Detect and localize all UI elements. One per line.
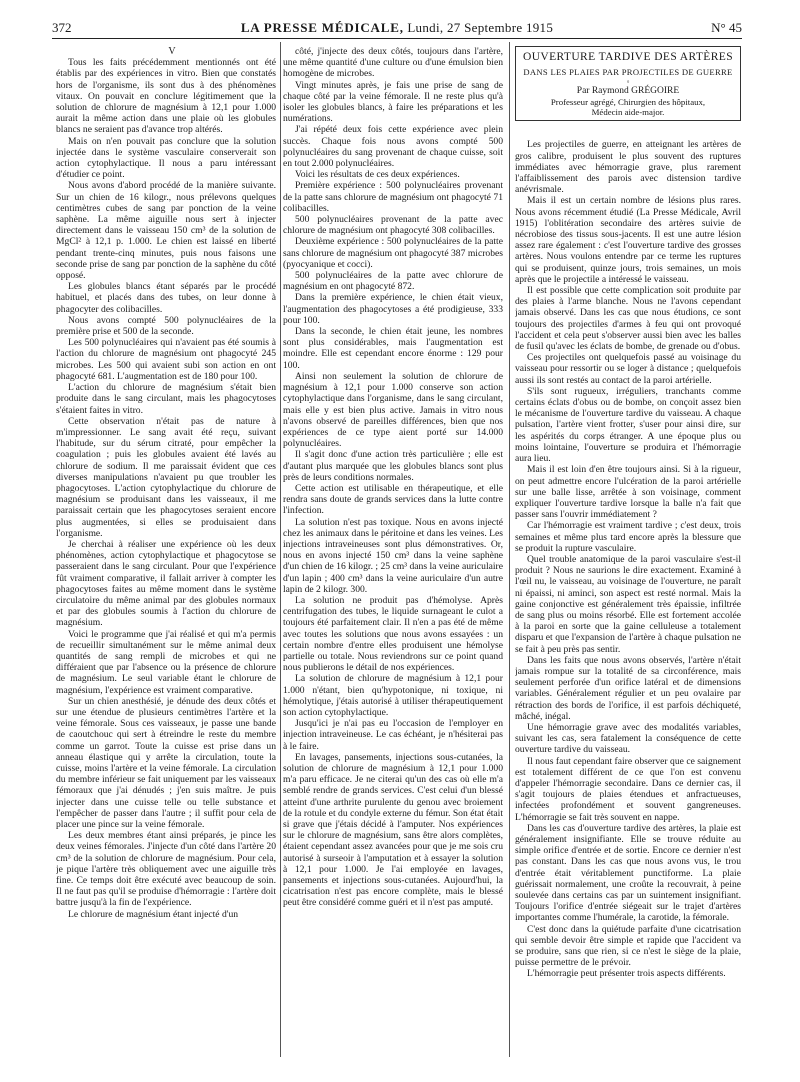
paragraph: Voici les résultats de ces deux expériences. (295, 169, 460, 181)
paragraph: La solution de chlorure de magnésium à 12,1 pour 1.000 n'étant, bien qu'hypotonique, ni toxique, ni hémolytique, j'étais autorisé à utiliser thérapeutiquement son action cytophylactique. (283, 673, 503, 718)
paragraph: Ces projectiles ont quelquefois passé au voisinage du vaisseau pour ressortir ou se loger à distance ; quelquefois aussi ils sont restés au contact de la paroi artérielle. (515, 352, 741, 386)
paragraph: Mais on n'en pouvait pas conclure que la solution injectée dans le système vasculaire conserverait son action cytophylactique. Il nous a paru intéressant d'étudier ce point. (56, 135, 276, 181)
paragraph: Tous les faits précédemment mentionnés ont été établis par des expériences in vitro. Bien que constatés hors de l'organisme, ils sont dus à des phénomènes vitaux. On pouvait en conclure légitimement que la solution de chlorure de magnésium à 12,1 pour 1.000 aurait la même action dans une plaie où les globules blancs ne seraient pas d'avance trop altérés. (56, 57, 276, 136)
paragraph: Voici le programme que j'ai réalisé et qui m'a permis de recueillir simultanément sur le même animal deux quantités de sang rempli de microbes et qui ne différaient que par l'absence ou la présence de chlorure de magnésium. Le seul variable étant le chlorure de magnésium, l'expérience est vraiment comparative. (56, 628, 276, 696)
author-affiliation: Médecin aide-major. (591, 107, 665, 118)
journal-name: LA PRESSE MÉDICALE, (240, 20, 404, 35)
paragraph: L'action du chlorure de magnésium s'était bien produite dans le sang circulant, mais les phagocytoses s'étaient faites in vitro. (56, 382, 276, 416)
paragraph: Dans les faits que nous avons observés, l'artère n'était jamais rompue sur la totalité de sa circonférence, mais seulement perforée d'un orifice latéral et de dimensions variables. Généralement régulier et un peu ovalaire par rétraction des bords de l'orifice, il est parfois déchiqueté, mâché, inégal. (515, 654, 741, 722)
paragraph: Jusqu'ici je n'ai pas eu l'occasion de l'employer en injection intraveineuse. Le cas échéant, je n'hésiterai pas à le faire. (283, 718, 503, 752)
column-3-text (515, 139, 741, 979)
paragraph: Il s'agit donc d'une action très particulière ; elle est d'autant plus marquée que les globules blancs sont plus près de leurs conditions normales. (283, 449, 503, 483)
paragraph: En lavages, pansements, injections sous-cutanées, la solution de chlorure de magnésium à 12,1 pour 1.000 m'a paru efficace. Je ne citerai qu'un des cas où elle m'a semblé rendre de grands services. C'est celui d'un blessé atteint d'une arthrite purulente du genou avec broiement de la rotule et du condyle externe du fémur. Son état était si grave que j'étais décidé à l'amputer. Nos expériences sur le chlorure de magnésium, sans être alors complètes, étaient cependant assez avancées pour que je me sois cru autorisé à surseoir à l'amputation et à essayer la solution à 12,1 pour 1.000. Je l'ai employée en lavages, pansements et injections sous-cutanées. Aujourd'hui, la cicatrisation n'est pas encore complète, mais le blessé peut être considéré comme guéri et il n'est pas amputé. (283, 751, 503, 909)
paragraph: Les deux membres étant ainsi préparés, je pince les deux veines fémorales. J'injecte d'un côté dans l'artère 20 cm³ de la solution de chlorure de magnésium. Pour cela, je pique l'artère très obliquement avec une aiguille très fine. Ce temps doit être exécuté avec beaucoup de soin. Il ne faut pas qu'il se produise d'hémorragie : l'artère doit battre jusqu'à la fin de l'expérience. (56, 830, 276, 909)
paragraph: Il est possible que cette complication soit produite par des plaies à l'arme blanche. Nous ne l'avons cependant jamais observé. Dans les cas que nous étudions, ce sont toujours des projectiles d'armes à feu qui ont provoqué l'accident et cela peut s'observer aussi bien avec les balles de fusil qu'avec les éclats de bombe, de grenade ou d'obus. (515, 285, 741, 353)
issue-number: N° 45 (711, 20, 742, 35)
column-3 (515, 46, 741, 980)
paragraph: Cette observation n'était pas de nature à m'impressionner. Le sang avait été reçu, suivant l'habitude, sur du sérum citraté, pour empêcher la coagulation ; puis les globules avaient été lavés au chlorure de sodium. Il me paraissait évident que ces diverses manipulations n'avaient pu que troubler les phagocytoses. L'action cytophylactique du chlorure de magnésium se produisant dans les vaisseaux, il me paraissait certain que les phagocytoses seraient encore plus augmentées, si elles se produisaient dans l'organisme. (56, 415, 276, 539)
column-1 (56, 46, 276, 920)
paragraph: Deuxième expérience : 500 polynucléaires de la patte sans chlorure de magnésium ont phagocyté 387 microbes (pyocyanique et cocci). (283, 236, 503, 270)
page-header (52, 18, 742, 38)
column-1-text (56, 57, 276, 920)
paragraph: Dans les cas d'ouverture tardive des artères, la plaie est généralement insignifiante. Elle se trouve réduite au simple orifice d'entrée et de sortie. Encore ce dernier n'est pas constant. Dans les cas que nous avons vus, le trou d'entrée était véritablement punctiforme. La plaie guérissait normalement, une croûte la recouvrait, à peine soulevée dans certains cas par un suintement insignifiant. Toujours l'orifice d'entrée siégeait sur le trajet d'artères importantes comme l'humérale, la carotide, la fémorale. (515, 822, 741, 924)
paragraph: Les globules blancs étant séparés par le procédé habituel, et placés dans des tubes, on leur donne à phagocyter des colibacilles. (56, 281, 276, 315)
column-divider (509, 42, 510, 1057)
paragraph: côté, j'injecte des deux côtés, toujours dans l'artère, une même quantité d'une culture ou d'une émulsion bien homogène de microbes. (283, 46, 503, 80)
title-divider: ◦ (626, 77, 630, 87)
paragraph: Les 500 polynucléaires qui n'avaient pas été soumis à l'action du chlorure de magnésium ont phagocyté 245 microbes. Les 500 qui avaient subi son action en ont phagocyté 681. L'augmentation est de 180 pour 100. (56, 337, 276, 382)
paragraph: 500 polynucléaires provenant de la patte avec chlorure de magnésium ont phagocyté 308 colibacilles. (283, 214, 503, 237)
paragraph: L'hémorragie peut présenter trois aspects différents. (527, 968, 726, 980)
paragraph: 500 polynucléaires de la patte avec chlorure de magnésium en ont phagocyté 872. (283, 270, 503, 293)
paragraph: Ainsi non seulement la solution de chlorure de magnésium à 12,1 pour 1.000 conserve son action cytophylactique dans l'organisme, dans le sang circulant, mais elle y est bien plus active. Jamais in vitro nous n'avons observé de pareilles différences, bien que nos expériences de ce type aient porté sur 14.000 polynucléaires. (283, 370, 503, 450)
paragraph: Nous avons compté 500 polynucléaires de la première prise et 500 de la seconde. (56, 314, 276, 338)
paragraph: Dans la première expérience, le chien était vieux, l'augmentation des phagocytoses a été prodigieuse, 333 pour 100. (283, 292, 503, 326)
header-rule (52, 38, 742, 39)
article-title: OUVERTURE TARDIVE DES ARTÈRES (522, 51, 734, 63)
paragraph: C'est donc dans la quiétude parfaite d'une cicatrisation qui semble devoir être simple et rapide que l'accident va se produire, sans que rien, si ce n'est le siège de la plaie, puisse permettre de le prévoir. (515, 923, 741, 969)
paragraph: Les projectiles de guerre, en atteignant les artères de gros calibre, produisent le plus souvent des ruptures immédiates avec hémorragie grave, plus rarement l'affaiblissement des parois avec distension tardive anévrismale. (515, 139, 741, 196)
paragraph: La solution n'est pas toxique. Nous en avons injecté chez les animaux dans le péritoine et dans les veines. Les injections intraveineuses sont plus démonstratives. Or, nous en avons injecté 150 cm³ dans la veine saphène d'un chien de 16 kilogr. ; 25 cm³ dans la veine auriculaire d'un lapin ; 400 cm³ dans la veine auriculaire d'un autre lapin de 2 kilogr. 300. (283, 516, 503, 595)
article-author: Par Raymond GRÉGOIRE (576, 86, 680, 97)
paragraph: Je cherchai à réaliser une expérience où les deux phénomènes, action cytophylactique et phagocytose se passeraient dans le sang circulant. Pour que l'expérience fût vraiment comparative, il fallait arriver à compter les phagocytoses faites au même moment dans le système circulatoire du même animal par des globules normaux et par des globules soumis à l'action du chlorure de magnésium. (56, 538, 276, 629)
column-divider (280, 42, 281, 1057)
page-number: 372 (52, 20, 72, 35)
issue-date: Lundi, 27 Septembre 1915 (407, 20, 554, 35)
paragraph: Mais il est un certain nombre de lésions plus rares. Nous avons récemment étudié (La Presse Médicale, Avril 1915) l'oblitération secondaire des artères suivie de nécrobiose des tissus sous-jacents. Il est une autre lésion assez rare également : c'est l'ouverture tardive des grosses artères. Nous voulons entendre par ce terme les ruptures qui se produisent, quinze jours, trois semaines, un mois après que le projectile a intéressé le vaisseau. (515, 195, 741, 285)
paragraph: Il nous faut cependant faire observer que ce saignement est totalement différent de ce que l'on est convenu d'appeler l'hémorragie secondaire. Dans ce dernier cas, il s'agit toujours de plaies étendues et anfractueuses, infectées profondément et souvent gangreneuses. L'hémorragie se fait très souvent en nappe. (515, 755, 741, 823)
author-affiliation: Professeur agrégé, Chirurgien des hôpitaux, (550, 97, 706, 108)
paragraph: Sur un chien anesthésié, je dénude des deux côtés et sur une étendue de plusieurs centimètres l'artère et la veine fémorale. Sous ces vaisseaux, je passe une bande de caoutchouc qui sert à étreindre le reste du membre comme un garrot. Toute la cuisse est prise dans un anneau élastique qui y arrête la circulation, toute la cuisse, moins l'artère et la veine fémorale. La circulation du membre inférieur se fait uniquement par les vaisseaux fémoraux que j'ai dénudés ; j'en suis maître. Je puis injecter dans une cuisse telle ou telle substance et l'empêcher de passer dans l'autre ; il suffit pour cela de placer une pince sur la veine fémorale. (56, 695, 276, 831)
paragraph: Vingt minutes après, je fais une prise de sang de chaque côté par la veine fémorale. Il ne reste plus qu'à isoler les globules blancs, à faire les préparations et les numérations. (283, 79, 503, 125)
paragraph: J'ai répété deux fois cette expérience avec plein succès. Chaque fois nous avons compté 500 polynucléaires du sang provenant de chaque cuisse, soit en tout 2.000 polynucléaires. (283, 124, 503, 170)
article-title-box (515, 46, 741, 121)
paragraph: Première expérience : 500 polynucléaires provenant de la patte sans chlorure de magnésium ont phagocyté 71 colibacilles. (283, 180, 503, 214)
paragraph: Quel trouble anatomique de la paroi vasculaire s'est-il produit ? Nous ne saurions le dire exactement. Examiné à l'œil nu, le vaisseau, au voisinage de l'ouverture, ne paraît ni épaissi, ni aminci, son aspect est resté normal. Mais la gaine conjonctive est généralement très épaissie, infiltrée de sang plus ou moins résorbé. Elle est fortement accolée à la paroi en sorte que la gaine celluleuse a totalement disparu et que l'expansion de l'artère à chaque pulsation ne se fait à peu près pas sentir. (515, 553, 741, 655)
section-heading: V (168, 46, 176, 57)
paragraph: Car l'hémorragie est vraiment tardive ; c'est deux, trois semaines et même plus tard encore après la blessure que se produit la rupture vasculaire. (515, 520, 741, 554)
paragraph: La solution ne produit pas d'hémolyse. Après centrifugation des tubes, le liquide surnageant le culot a toujours été parfaitement clair. Il n'en a pas été de même avec toutes les solutions que nous avons essayées : un certain nombre d'entre elles produisent une hémolyse partielle ou totale. Nous reviendrons sur ce point quand nous publierons le détail de nos expériences. (283, 594, 503, 674)
paragraph: Une hémorragie grave avec des modalités variables, suivant les cas, sera fatalement la conséquence de cette ouverture tardive du vaisseau. (515, 721, 741, 756)
paragraph: Nous avons d'abord procédé de la manière suivante. Sur un chien de 16 kilogr., nous prélevons quelques centimètres cubes de sang par ponction de la veine saphène. La même aiguille nous sert à injecter directement dans le vaisseau 150 cm³ de la solution de MgCl² à 12,1 p. 1.000. Le chien est laissé en liberté pendant trente-cinq minutes, puis nous faisons une seconde prise de sang par ponction de la saphène du côté opposé. (56, 180, 276, 282)
column-2-text (283, 46, 503, 909)
journal-title (52, 20, 742, 36)
column-2 (283, 46, 503, 909)
article-subtitle: DANS LES PLAIES PAR PROJECTILES DE GUERRE (523, 67, 733, 77)
paragraph: Cette action est utilisable en thérapeutique, et elle rendra sans doute de grands services dans la lutte contre l'infection. (283, 482, 503, 517)
paragraph: S'ils sont rugueux, irréguliers, tranchants comme certains éclats d'obus ou de bombe, on conçoit assez bien le mécanisme de l'ouverture tardive du vaisseau. A chaque pulsation, l'artère vient frotter, s'user pour ainsi dire, sur les aspérités du corps étranger. A une époque plus ou moins lointaine, l'ouverture se produira et l'hémorragie aura lieu. (515, 385, 741, 465)
paragraph: Le chlorure de magnésium étant injecté d'un (68, 908, 239, 920)
paragraph: Dans la seconde, le chien était jeune, les nombres sont plus considérables, mais l'augmentation est moindre. Elle est cependant encore énorme : 129 pour 100. (283, 326, 503, 371)
paragraph: Mais il est loin d'en être toujours ainsi. Si à la rigueur, on peut admettre encore l'ulcération de la paroi artérielle sur une balle lisse, arrêtée à son voisinage, comment expliquer l'ouverture tardive lorsque la balle n'a fait que passer sans l'ouvrir immédiatement ? (515, 464, 741, 521)
